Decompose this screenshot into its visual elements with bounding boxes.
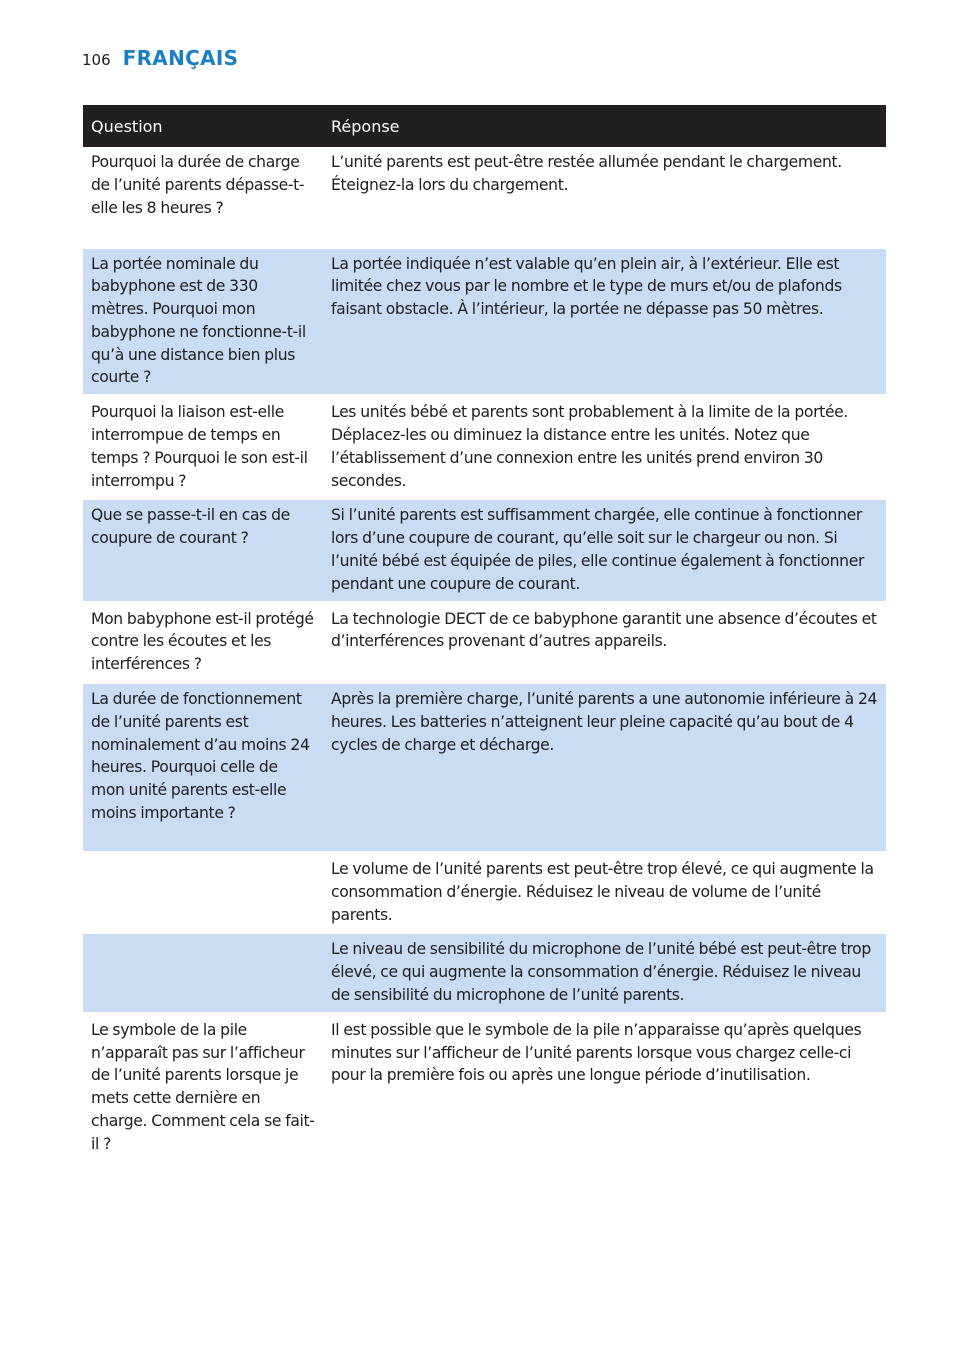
- table-header-row: [83, 105, 886, 147]
- answer-cell: Après la première charge, l’unité parents a une autonomie inférieure à 24 heures. Les batteries n’atteignent leur pleine capacité qu’au bout de 4 cycles de charge et décharge.: [323, 683, 886, 853]
- page-header: [82, 46, 238, 70]
- answer-cell: Le niveau de sensibilité du microphone de l’unité bébé est peut-être trop élevé, ce qui augmente la consommation d’énergie. Réduisez le niveau de sensibilité du microphone de l’unité parents.: [323, 933, 886, 1013]
- table-row: [83, 602, 886, 682]
- table-row: [83, 683, 886, 853]
- answer-cell: Il est possible que le symbole de la pile n’apparaisse qu’après quelques minutes sur l’afficheur de l’unité parents lorsque vous chargez celle-ci pour la première fois ou après une longue période d’inutilisation.: [323, 1013, 886, 1161]
- answer-cell: La portée indiquée n’est valable qu’en plein air, à l’extérieur. Elle est limitée chez vous par le nombre et le type de murs et/ou de plafonds faisant obstacle. À l’intérieur, la portée ne dépasse pas 50 mètres.: [323, 247, 886, 396]
- table-row: [83, 396, 886, 499]
- question-cell: Pourquoi la liaison est-elle interrompue de temps en temps ? Pourquoi le son est-il interrompu ?: [83, 396, 323, 499]
- table-row: [83, 147, 886, 247]
- answer-cell: L’unité parents est peut-être restée allumée pendant le chargement. Éteignez-la lors du chargement.: [323, 147, 886, 247]
- question-cell: La portée nominale du babyphone est de 330 mètres. Pourquoi mon babyphone ne fonctionne-t-il qu’à une distance bien plus courte ?: [83, 247, 323, 396]
- faq-table: [83, 105, 886, 1161]
- question-cell: [83, 853, 323, 933]
- column-header-answer: Réponse: [323, 105, 886, 147]
- question-cell: Le symbole de la pile n’apparaît pas sur l’afficheur de l’unité parents lorsque je mets cette dernière en charge. Comment cela se fait-il ?: [83, 1013, 323, 1161]
- question-cell: Mon babyphone est-il protégé contre les écoutes et les interférences ?: [83, 602, 323, 682]
- table-row: [83, 853, 886, 933]
- answer-cell: Si l’unité parents est suffisamment chargée, elle continue à fonctionner lors d’une coupure de courant, qu’elle soit sur le chargeur ou non. Si l’unité bébé est équipée de piles, elle continue également à fonctionner pendant une coupure de courant.: [323, 499, 886, 602]
- section-title: FRANÇAIS: [122, 46, 239, 70]
- table-row: [83, 247, 886, 396]
- page-number: 106: [82, 51, 111, 69]
- question-cell: La durée de fonctionnement de l’unité parents est nominalement d’au moins 24 heures. Pourquoi celle de mon unité parents est-elle moins importante ?: [83, 683, 323, 853]
- question-cell: Que se passe-t-il en cas de coupure de courant ?: [83, 499, 323, 602]
- column-header-question: Question: [83, 105, 323, 147]
- table-row: [83, 499, 886, 602]
- question-cell: Pourquoi la durée de charge de l’unité parents dépasse-t-elle les 8 heures ?: [83, 147, 323, 247]
- question-cell: [83, 933, 323, 1013]
- answer-cell: Les unités bébé et parents sont probablement à la limite de la portée. Déplacez-les ou diminuez la distance entre les unités. Notez que l’établissement d’une connexion entre les unités prend environ 30 secondes.: [323, 396, 886, 499]
- table-row: [83, 1013, 886, 1161]
- table-row: [83, 933, 886, 1013]
- answer-cell: Le volume de l’unité parents est peut-être trop élevé, ce qui augmente la consommation d’énergie. Réduisez le niveau de volume de l’unité parents.: [323, 853, 886, 933]
- answer-cell: La technologie DECT de ce babyphone garantit une absence d’écoutes et d’interférences provenant d’autres appareils.: [323, 602, 886, 682]
